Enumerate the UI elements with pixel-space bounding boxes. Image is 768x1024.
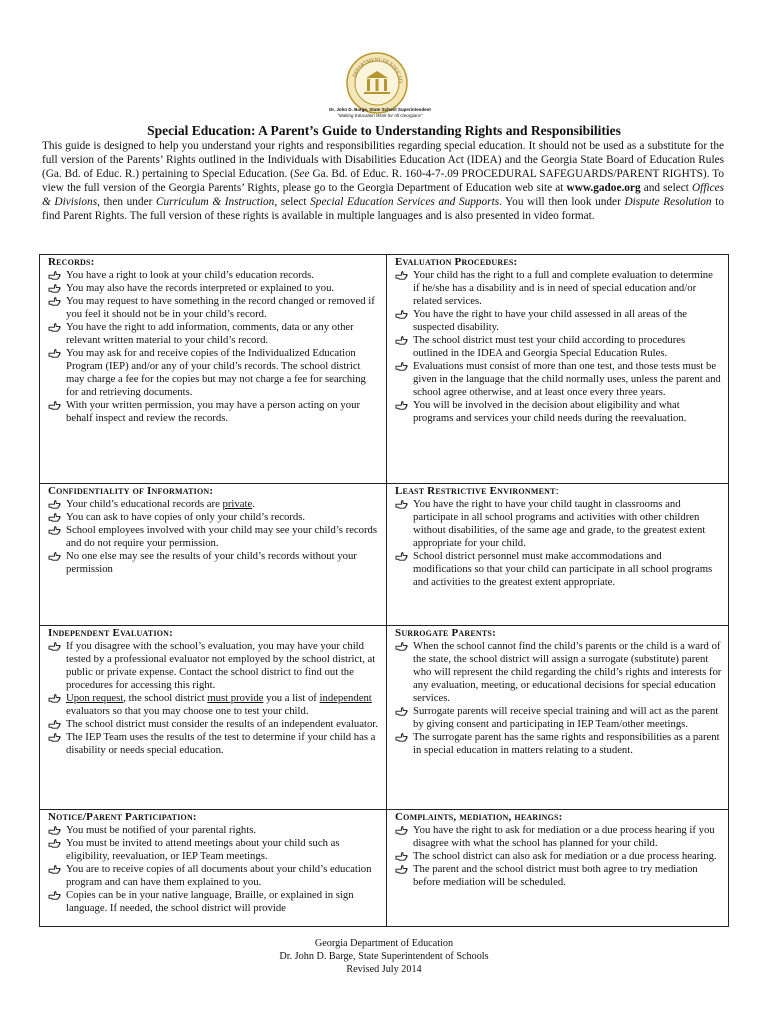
list-item bbox=[48, 524, 380, 550]
list-item bbox=[395, 334, 722, 360]
pointing-hand-icon bbox=[48, 692, 62, 705]
section-title: Notice/Parent Participation: bbox=[48, 811, 197, 823]
list-item bbox=[48, 692, 380, 718]
item-text: You have the right to have your child assessed in all areas of the suspected disability. bbox=[413, 308, 688, 333]
pointing-hand-icon bbox=[395, 550, 409, 563]
item-text: School district personnel must make accommodations and modifications so that your child can participate in all school programs and activities to the greatest extent appropriate. bbox=[413, 550, 713, 588]
list-item bbox=[48, 511, 380, 524]
item-text: You have the right to have your child taught in classrooms and participate in all school programs and activities with other children without disabilities, of the same age and grade, to the greatest extent appropriate for your child. bbox=[413, 498, 706, 549]
pointing-hand-icon bbox=[48, 889, 62, 902]
list-item bbox=[395, 824, 722, 850]
pointing-hand-icon bbox=[48, 718, 62, 731]
pointing-hand-icon bbox=[48, 640, 62, 653]
item-text: Your child’s educational records are bbox=[66, 498, 223, 510]
intro-services: Special Education Services and Supports bbox=[310, 196, 500, 208]
intro-dispute: Dispute Resolution bbox=[624, 196, 712, 208]
pointing-hand-icon bbox=[395, 269, 409, 282]
item-text: The school district can also ask for mediation or a due process hearing. bbox=[413, 850, 717, 862]
list-item bbox=[395, 863, 722, 889]
list-item bbox=[48, 498, 380, 511]
item-text: With your written permission, you may have a person acting on your behalf inspect and review the records. bbox=[66, 399, 361, 424]
item-text: You may request to have something in the record changed or removed if you feel it should not be in your child’s record. bbox=[66, 295, 375, 320]
item-text: The school district must consider the results of an independent evaluator. bbox=[66, 718, 378, 730]
list-item bbox=[395, 269, 722, 308]
pointing-hand-icon bbox=[395, 498, 409, 511]
list-item bbox=[48, 640, 380, 692]
item-text: You may also have the records interpreted or explained to you. bbox=[66, 282, 335, 294]
list-item bbox=[395, 360, 722, 399]
intro-offices: Offices & Divisions bbox=[42, 182, 725, 208]
item-text: School employees involved with your child may see your child’s records and do not require your permission. bbox=[66, 524, 378, 549]
footer-org: Georgia Department of Education bbox=[314, 938, 454, 949]
section-title: Confidentiality of Information: bbox=[48, 485, 214, 497]
evaluation-list bbox=[395, 269, 722, 425]
item-text: The surrogate parent has the same rights and responsibilities as a parent in special education in matters relating to a student. bbox=[413, 731, 720, 756]
intro-text-2: Ga. Bd. of Educ. R. 160-4-7-.09 PROCEDURAL SAFEGUARDS/PARENT RIGHTS). To view the full version of the Georgia Parents’ Rights, please go to the Georgia Department of Education web site at bbox=[42, 168, 724, 194]
item-text: You must be invited to attend meetings about your child such as eligibility, reevaluation, or IEP Team meetings. bbox=[66, 837, 340, 862]
list-item bbox=[48, 321, 380, 347]
intro-text-4: , then under bbox=[97, 196, 156, 208]
seal-text: DEPARTMENT OF EDUCATI bbox=[352, 57, 403, 84]
item-text: You have the right to add information, comments, data or any other relevant written material to your child’s record. bbox=[66, 321, 354, 346]
pointing-hand-icon bbox=[48, 824, 62, 837]
pointing-hand-icon bbox=[395, 863, 409, 876]
lre-section bbox=[387, 484, 729, 626]
list-item bbox=[395, 308, 722, 334]
section-title: Surrogate Parents: bbox=[395, 627, 496, 639]
intro-text-6: . You will then look under bbox=[499, 196, 625, 208]
notice-list bbox=[48, 824, 380, 915]
pointing-hand-icon bbox=[48, 399, 62, 412]
pointing-hand-icon bbox=[395, 824, 409, 837]
item-text: you a list of bbox=[263, 692, 320, 704]
complaints-section bbox=[387, 810, 729, 927]
item-text: Evaluations must consist of more than one test, and those tests must be given in the language that the child normally uses, unless the parent and school agree otherwise, and at least once every three years. bbox=[413, 360, 721, 398]
records-list bbox=[48, 269, 380, 425]
private-underlined: private bbox=[222, 498, 253, 510]
item-text: , the school district bbox=[123, 692, 208, 704]
pointing-hand-icon bbox=[395, 360, 409, 373]
item-text: evaluators so that you may choose one to test your child. bbox=[66, 705, 309, 717]
notice-section bbox=[40, 810, 387, 927]
section-title bbox=[395, 485, 722, 498]
pointing-hand-icon bbox=[48, 321, 62, 334]
item-text: You are to receive copies of all documents about your child’s education program and can have them explained to you. bbox=[66, 863, 372, 888]
item-text: Your child has the right to a full and complete evaluation to determine if he/she has a disability and is in need of special education and/or related services. bbox=[413, 269, 713, 307]
intro-text-1: This guide is designed to help you understand your rights and responsibilities regarding special education. It should not be used as a substitute for the full version of the Parents’ Rights outlined in the Individuals with Disabilities Education Act (IDEA) and the Georgia State Board of Education Rules (Ga. Bd. of Educ. R.) pertaining to Special Education. ( bbox=[42, 140, 724, 180]
list-item bbox=[48, 295, 380, 321]
intro-paragraph bbox=[42, 139, 724, 223]
item-text: You can ask to have copies of only your child’s records. bbox=[66, 511, 306, 523]
pointing-hand-icon bbox=[395, 705, 409, 718]
list-item bbox=[48, 550, 380, 576]
intro-curriculum: Curriculum & Instruction bbox=[155, 196, 275, 208]
intro-text-7: to find Parent Rights. The full version of these rights is available in multiple languages and is also presented in video format. bbox=[42, 196, 724, 222]
must-provide-underlined: must provide bbox=[207, 692, 264, 704]
pointing-hand-icon bbox=[395, 334, 409, 347]
list-item bbox=[395, 850, 722, 863]
confidentiality-list bbox=[48, 498, 380, 511]
page-title: Special Education: A Parent’s Guide to Understanding Rights and Responsibilities bbox=[147, 123, 621, 138]
item-text: When the school cannot find the child’s parents or the child is a ward of the state, the school district will assign a surrogate (substitute) parent who will represent the child regarding the child’s rights and interests for any evaluation, meeting, or educational decisions for special education services. bbox=[413, 640, 722, 704]
item-text: No one else may see the results of your child’s records without your permission bbox=[66, 550, 357, 575]
list-item bbox=[48, 399, 380, 425]
upon-request-underlined: Upon request bbox=[66, 692, 124, 704]
item-text: The IEP Team uses the results of the test to determine if your child has a disability or needs special education. bbox=[66, 731, 376, 756]
list-item bbox=[48, 824, 380, 837]
list-item bbox=[395, 550, 722, 589]
confidentiality-section bbox=[40, 484, 387, 626]
item-text: You must be notified of your parental rights. bbox=[66, 824, 257, 836]
pointing-hand-icon bbox=[48, 347, 62, 360]
independent-list bbox=[48, 640, 380, 718]
website-link[interactable]: www.gadoe.org bbox=[566, 182, 641, 194]
records-section bbox=[40, 255, 387, 484]
list-item bbox=[48, 269, 380, 282]
list-item bbox=[48, 837, 380, 863]
footer bbox=[0, 937, 768, 976]
evaluation-section bbox=[387, 255, 729, 484]
tagline: “Making Education Work for All Georgians” bbox=[337, 113, 423, 118]
lre-colon: : bbox=[555, 485, 559, 497]
item-text: You have a right to look at your child’s education records. bbox=[66, 269, 314, 281]
section-title: Independent Evaluation: bbox=[48, 627, 174, 639]
rights-table bbox=[39, 254, 729, 927]
pointing-hand-icon bbox=[395, 640, 409, 653]
intro-see: See bbox=[293, 168, 310, 180]
item-text: . bbox=[252, 498, 255, 510]
intro-text-5: , select bbox=[274, 196, 311, 208]
independent-underlined: independent bbox=[319, 692, 372, 704]
pointing-hand-icon bbox=[48, 282, 62, 295]
lre-title: Least Restrictive Environment bbox=[395, 485, 556, 497]
complaints-list bbox=[395, 824, 722, 889]
item-text: The school district must test your child according to procedures outlined in the IDEA and Georgia Special Education Rules. bbox=[413, 334, 686, 359]
item-text: You may ask for and receive copies of the Individualized Education Program (IEP) and/or any of your child’s records. The school district may charge a fee for the copies but may not charge a fee for searching for and retrieving documents. bbox=[66, 347, 366, 398]
superintendent-name: Dr. John D. Barge, State School Superintendent bbox=[329, 107, 431, 112]
section-title: Evaluation Procedures: bbox=[395, 256, 518, 268]
pointing-hand-icon bbox=[48, 863, 62, 876]
list-item bbox=[395, 498, 722, 550]
item-text: You will be involved in the decision about eligibility and what programs and services your child needs during the reevaluation. bbox=[413, 399, 687, 424]
pointing-hand-icon bbox=[395, 731, 409, 744]
department-seal-logo bbox=[346, 52, 408, 114]
surrogate-list bbox=[395, 640, 722, 757]
pointing-hand-icon bbox=[48, 837, 62, 850]
item-text: If you disagree with the school’s evaluation, you may have your child tested by a professional evaluator not employed by the school district, at public or private expense. Contact the school district to find out the procedures for accessing this right. bbox=[66, 640, 376, 691]
list-item bbox=[48, 718, 380, 731]
independent-list-more bbox=[48, 718, 380, 757]
confidentiality-list-more bbox=[48, 511, 380, 576]
pointing-hand-icon bbox=[48, 524, 62, 537]
list-item bbox=[48, 282, 380, 295]
pointing-hand-icon bbox=[48, 269, 62, 282]
pointing-hand-icon bbox=[48, 550, 62, 563]
section-title: Records: bbox=[48, 256, 95, 268]
item-text: Copies can be in your native language, Braille, or explained in sign language. If needed, the school district will provide bbox=[66, 889, 354, 914]
footer-superintendent: Dr. John D. Barge, State Superintendent of Schools bbox=[279, 951, 489, 962]
pointing-hand-icon bbox=[48, 731, 62, 744]
list-item bbox=[395, 640, 722, 705]
list-item bbox=[48, 347, 380, 399]
independent-evaluation-section bbox=[40, 626, 387, 810]
list-item bbox=[395, 399, 722, 425]
list-item bbox=[395, 705, 722, 731]
superintendent-line bbox=[250, 107, 510, 119]
pointing-hand-icon bbox=[48, 295, 62, 308]
list-item bbox=[48, 889, 380, 915]
list-item bbox=[48, 731, 380, 757]
list-item bbox=[48, 863, 380, 889]
footer-revised: Revised July 2014 bbox=[346, 964, 422, 975]
lre-list bbox=[395, 498, 722, 589]
surrogate-section bbox=[387, 626, 729, 810]
intro-text-3: and select bbox=[640, 182, 693, 194]
item-text: You have the right to ask for mediation or a due process hearing if you disagree with what the school has planned for your child. bbox=[413, 824, 715, 849]
list-item bbox=[395, 731, 722, 757]
pointing-hand-icon bbox=[395, 850, 409, 863]
item-text: Surrogate parents will receive special training and will act as the parent by giving consent and participating in IEP Team/other meetings. bbox=[413, 705, 719, 730]
pointing-hand-icon bbox=[395, 308, 409, 321]
section-title: Complaints, mediation, hearings: bbox=[395, 811, 563, 823]
pointing-hand-icon bbox=[395, 399, 409, 412]
item-text: The parent and the school district must both agree to try mediation before mediation will be scheduled. bbox=[413, 863, 698, 888]
pointing-hand-icon bbox=[48, 511, 62, 524]
pointing-hand-icon bbox=[48, 498, 62, 511]
